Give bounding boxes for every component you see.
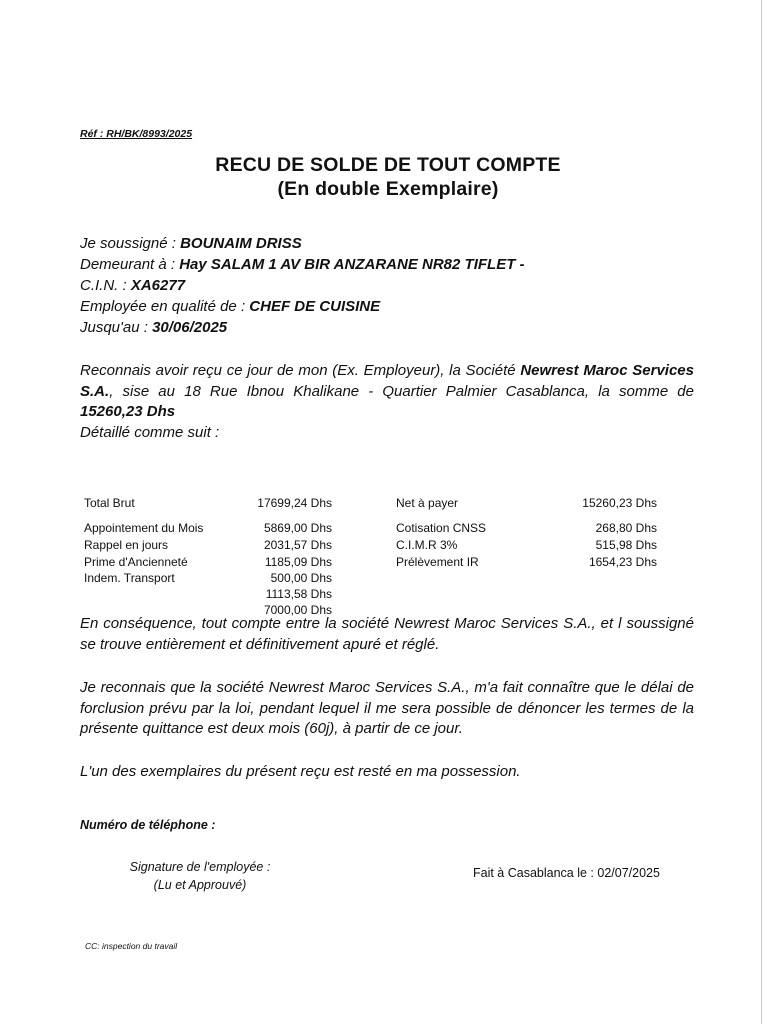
identity-address-line: Demeurant à : Hay SALAM 1 AV BIR ANZARANE NR82 TIFLET -	[80, 256, 525, 273]
reference-number: Réf : RH/BK/8993/2025	[80, 128, 193, 140]
breakdown-right-value: 268,80 Dhs	[595, 521, 657, 535]
breakdown-left-label: Prime d'Ancienneté	[84, 555, 188, 569]
breakdown-left-label: Rappel en jours	[84, 538, 169, 552]
breakdown-left-value: 1113,58 Dhs	[265, 587, 332, 601]
breakdown-left-label: Total Brut	[84, 496, 135, 510]
breakdown-right-label: Prélèvement IR	[396, 555, 479, 569]
employee-role: CHEF DE CUISINE	[249, 298, 381, 315]
identity-cin-line: C.I.N. : XA6277	[80, 277, 186, 294]
identity-block	[80, 233, 525, 338]
breakdown-left-label: Appointement du Mois	[84, 521, 204, 535]
possession-paragraph: L'un des exemplaires du présent reçu est resté en ma possession.	[80, 763, 521, 780]
consequence-paragraph: En conséquence, tout compte entre la société Newrest Maroc Services S.A., et l soussigné se trouve entièrement et définitivement apuré et réglé.	[80, 615, 694, 653]
document-subtitle: (En double Exemplaire)	[277, 178, 499, 200]
identity-until-line: Jusqu'au : 30/06/2025	[80, 319, 228, 336]
employee-cin: XA6277	[130, 277, 186, 294]
breakdown-left-value: 7000,00 Dhs	[263, 603, 332, 617]
breakdown-right-label: Cotisation CNSS	[396, 521, 487, 535]
place-and-date: Fait à Casablanca le : 02/07/2025	[473, 866, 660, 880]
detail-intro: Détaillé comme suit :	[80, 423, 220, 441]
signature-block	[110, 858, 290, 894]
breakdown-right-label: C.I.M.R 3%	[396, 538, 458, 552]
document-title: RECU DE SOLDE DE TOUT COMPTE	[215, 154, 561, 176]
breakdown-left-value: 17699,24 Dhs	[257, 496, 332, 510]
breakdown-left-value: 500,00 Dhs	[270, 571, 332, 585]
identity-role-line: Employée en qualité de : CHEF DE CUISINE	[80, 298, 381, 315]
signature-label: Signature de l'employée :	[129, 860, 271, 874]
breakdown-left-value: 2031,57 Dhs	[263, 538, 332, 552]
cc-note: CC: inspection du travail	[85, 941, 178, 951]
total-amount: 15260,23 Dhs	[80, 403, 176, 420]
breakdown-right-value: 15260,23 Dhs	[582, 496, 657, 510]
acknowledgement-paragraph: Reconnais avoir reçu ce jour de mon (Ex. Employeur), la Société Newrest Maroc Services S.A., sise au 18 Rue Ibnou Khalikane - Quartier Palmier Casablanca, la somme de 15260,23 Dhs Détaillé comme suit :	[80, 361, 694, 443]
forclusion-paragraph: Je reconnais que la société Newrest Maroc Services S.A., m'a fait connaître que le délai de forclusion prévu par la loi, pendant lequel il me sera possible de dénoncer les termes de la présente quittance est deux mois (60j), à partir de ce jour.	[80, 679, 694, 737]
breakdown-right-value: 1654,23 Dhs	[588, 555, 657, 569]
employment-end-date: 30/06/2025	[152, 319, 228, 336]
signature-approval: (Lu et Approuvé)	[153, 878, 247, 892]
breakdown-left-value: 5869,00 Dhs	[263, 521, 332, 535]
employee-name: BOUNAIM DRISS	[180, 235, 302, 252]
employee-address: Hay SALAM 1 AV BIR ANZARANE NR82 TIFLET -	[179, 256, 525, 273]
breakdown-left-value: 1185,09 Dhs	[264, 555, 332, 569]
breakdown-left-label: Indem. Transport	[84, 571, 175, 585]
breakdown-right-value: 515,98 Dhs	[595, 538, 657, 552]
breakdown-right-label: Net à payer	[396, 496, 459, 510]
phone-label: Numéro de téléphone :	[80, 818, 216, 832]
company-name: Newrest Maroc Services S.A.	[80, 362, 694, 400]
identity-name-line: Je soussigné : BOUNAIM DRISS	[80, 235, 302, 252]
